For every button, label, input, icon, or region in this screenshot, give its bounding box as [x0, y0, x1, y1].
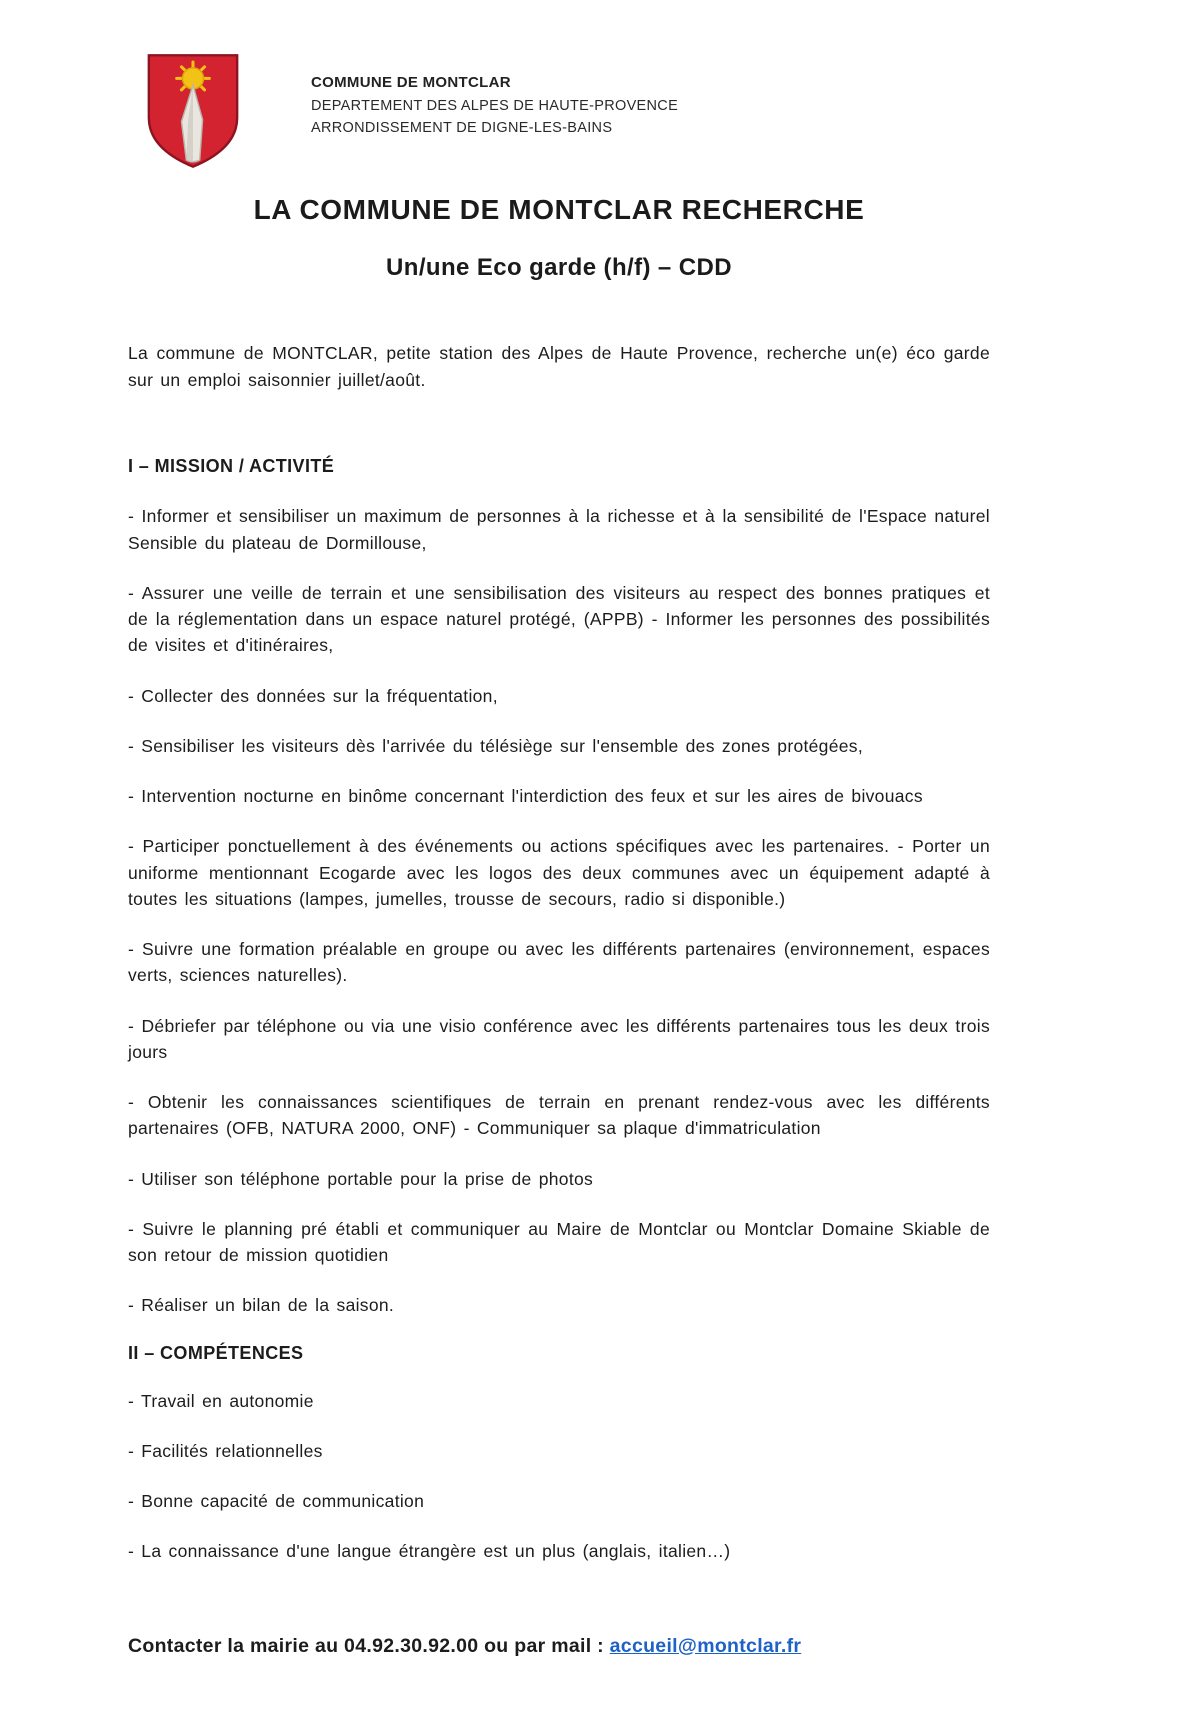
intro-paragraph: La commune de MONTCLAR, petite station des Alpes de Haute Provence, recherche un(e) éco garde sur un emploi saisonnier juillet/août. [128, 343, 990, 391]
competence-item: - Travail en autonomie [128, 1390, 314, 1411]
mission-item: - Utiliser son téléphone portable pour la prise de photos [128, 1168, 594, 1189]
contact-text: Contacter la mairie au 04.92.30.92.00 ou par mail : [128, 1634, 610, 1657]
contact-line [128, 1635, 1200, 1718]
page-subtitle: Un/une Eco garde (h/f) – CDD [386, 254, 732, 281]
mission-item: - Suivre une formation préalable en groupe ou avec les différents partenaires (environnement, espaces verts, sciences naturelles). [128, 939, 990, 986]
mission-item: - Collecter des données sur la fréquentation, [128, 685, 498, 706]
organization-arrondissement: ARRONDISSEMENT DE DIGNE-LES-BAINS [311, 120, 613, 136]
mission-item: - Sensibiliser les visiteurs dès l'arrivée du télésiège sur l'ensemble des zones protégées, [128, 735, 863, 756]
competence-item: - La connaissance d'une langue étrangère est un plus (anglais, italien…) [128, 1541, 731, 1562]
organization-department: DEPARTEMENT DES ALPES DE HAUTE-PROVENCE [311, 98, 679, 114]
document-header [145, 52, 1200, 170]
page-title: LA COMMUNE DE MONTCLAR RECHERCHE [253, 194, 865, 225]
mission-item: - Assurer une veille de terrain et une sensibilisation des visiteurs au respect des bonnes pratiques et de la réglementation dans un espace naturel protégé, (APPB) - Informer les personnes des possibilités de visites et d'itinéraires, [128, 582, 990, 656]
organization-block [311, 52, 678, 142]
contact-email-link[interactable]: accueil@montclar.fr [609, 1634, 802, 1657]
mission-item: - Intervention nocturne en binôme concernant l'interdiction des feux et sur les aires de bivouacs [128, 786, 923, 806]
mission-item: - Informer et sensibiliser un maximum de personnes à la richesse et à la sensibilité de l'Espace naturel Sensible du plateau de Dormillouse, [128, 506, 990, 553]
organization-name: COMMUNE DE MONTCLAR [311, 74, 511, 91]
section-heading-competences: II – COMPÉTENCES [128, 1342, 304, 1363]
mission-item: - Participer ponctuellement à des événements ou actions spécifiques avec les partenaires. - Porter un uniforme mentionnant Ecogarde avec les logos des deux communes avec un équipement adapté à toutes les situations (lampes, jumelles, trousse de secours, radio si disponible.) [128, 836, 990, 909]
competence-item: - Facilités relationnelles [128, 1440, 323, 1461]
mission-item: - Obtenir les connaissances scientifiques de terrain en prenant rendez-vous avec les différents partenaires (OFB, NATURA 2000, ONF) - Communiquer sa plaque d'immatriculation [128, 1092, 990, 1139]
document-content [128, 194, 990, 1565]
mission-item: - Débriefer par téléphone ou via une visio conférence avec les différents partenaires tous les deux trois jours [128, 1015, 990, 1062]
mission-item: - Suivre le planning pré établi et communiquer au Maire de Montclar ou Montclar Domaine Skiable de son retour de mission quotidien [128, 1218, 990, 1265]
montclar-coat-of-arms-icon [145, 52, 241, 170]
section-heading-mission: I – MISSION / ACTIVITÉ [128, 456, 335, 477]
mission-item: - Réaliser un bilan de la saison. [128, 1295, 395, 1316]
competence-item: - Bonne capacité de communication [128, 1491, 425, 1511]
